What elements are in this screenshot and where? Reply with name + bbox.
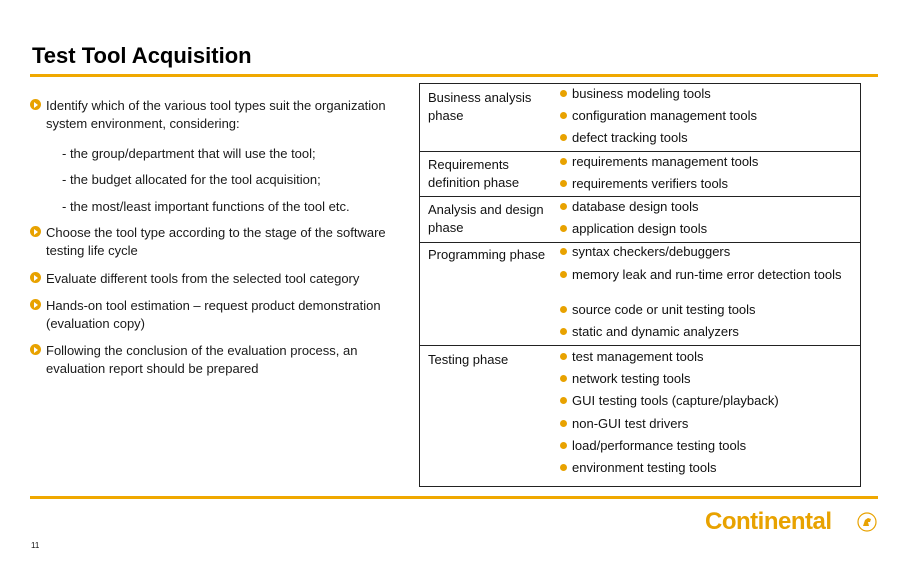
title-divider xyxy=(30,74,878,77)
tool-item: environment testing tools xyxy=(560,461,850,474)
bullet-dot-icon xyxy=(560,180,567,187)
bullet-identify xyxy=(30,97,415,133)
bullet-evaluate xyxy=(30,270,415,288)
footer-divider xyxy=(30,496,878,499)
bullet-arrow-icon xyxy=(30,99,41,110)
bullet-text: Evaluate different tools from the selected tool category xyxy=(46,271,360,286)
bullet-arrow-icon xyxy=(30,344,41,355)
tool-item: configuration management tools xyxy=(560,109,850,122)
page-title: Test Tool Acquisition xyxy=(32,43,252,68)
tool-item: database design tools xyxy=(560,200,850,213)
phase-name: Programming phase xyxy=(428,247,546,262)
bullet-arrow-icon xyxy=(30,272,41,283)
tool-item: syntax checkers/debuggers xyxy=(560,245,850,258)
bullet-text: Hands-on tool estimation – request product demonstration (evaluation copy) xyxy=(46,298,381,331)
phase-name: Business analysis phase xyxy=(428,90,532,123)
bullet-dot-icon xyxy=(560,203,567,210)
bullet-dot-icon xyxy=(560,420,567,427)
bullet-dot-icon xyxy=(560,112,567,119)
bullet-dot-icon xyxy=(560,442,567,449)
bullet-dot-icon xyxy=(560,464,567,471)
bullet-dot-icon xyxy=(560,306,567,313)
bullet-text: Identify which of the various tool types suit the organization system environment, considering: xyxy=(46,98,386,131)
bullet-text: Choose the tool type according to the stage of the software testing life cycle xyxy=(46,225,386,258)
phase-name: Requirements definition phase xyxy=(428,157,520,190)
bullet-dot-icon xyxy=(560,375,567,382)
bullet-dot-icon xyxy=(560,248,567,255)
tool-item: load/performance testing tools xyxy=(560,439,850,452)
page-number: 11 xyxy=(31,541,40,550)
phase-name: Analysis and design phase xyxy=(428,202,544,235)
horse-emblem-icon xyxy=(857,512,877,532)
bullet-dot-icon xyxy=(560,353,567,360)
bullet-dot-icon xyxy=(560,90,567,97)
bullet-dot-icon xyxy=(560,397,567,404)
tool-item: requirements verifiers tools xyxy=(560,177,850,190)
bullet-arrow-icon xyxy=(30,226,41,237)
bullet-choose xyxy=(30,224,415,260)
bullet-hands-on xyxy=(30,297,415,333)
bullet-dot-icon xyxy=(560,134,567,141)
tool-item: GUI testing tools (capture/playback) xyxy=(560,394,850,407)
bullet-arrow-icon xyxy=(30,299,41,310)
tool-item: business modeling tools xyxy=(560,87,850,100)
bullet-dot-icon xyxy=(560,225,567,232)
tool-item: static and dynamic analyzers xyxy=(560,325,850,338)
bullet-dot-icon xyxy=(560,158,567,165)
tool-item: non-GUI test drivers xyxy=(560,417,850,430)
tool-item: test management tools xyxy=(560,350,850,363)
row-divider xyxy=(420,242,860,243)
row-divider xyxy=(420,345,860,346)
consideration-item: - the most/least important functions of the tool etc. xyxy=(62,199,350,214)
company-logo xyxy=(705,508,877,538)
tool-item: source code or unit testing tools xyxy=(560,303,850,316)
tool-item: requirements management tools xyxy=(560,155,850,168)
bullet-report xyxy=(30,342,415,378)
row-divider xyxy=(420,196,860,197)
bullet-text: Following the conclusion of the evaluation process, an evaluation report should be prepared xyxy=(46,343,358,376)
phase-name: Testing phase xyxy=(428,352,509,367)
tool-item: defect tracking tools xyxy=(560,131,850,144)
tool-item: memory leak and run-time error detection tools xyxy=(560,268,850,281)
consideration-item: - the budget allocated for the tool acquisition; xyxy=(62,172,321,187)
tool-item: network testing tools xyxy=(560,372,850,385)
logo-wordmark: Continental xyxy=(705,508,832,535)
row-divider xyxy=(420,151,860,152)
tool-item: application design tools xyxy=(560,222,850,235)
bullet-dot-icon xyxy=(560,328,567,335)
bullet-dot-icon xyxy=(560,271,567,278)
consideration-item: - the group/department that will use the tool; xyxy=(62,146,316,161)
tool-phase-table xyxy=(419,83,861,487)
